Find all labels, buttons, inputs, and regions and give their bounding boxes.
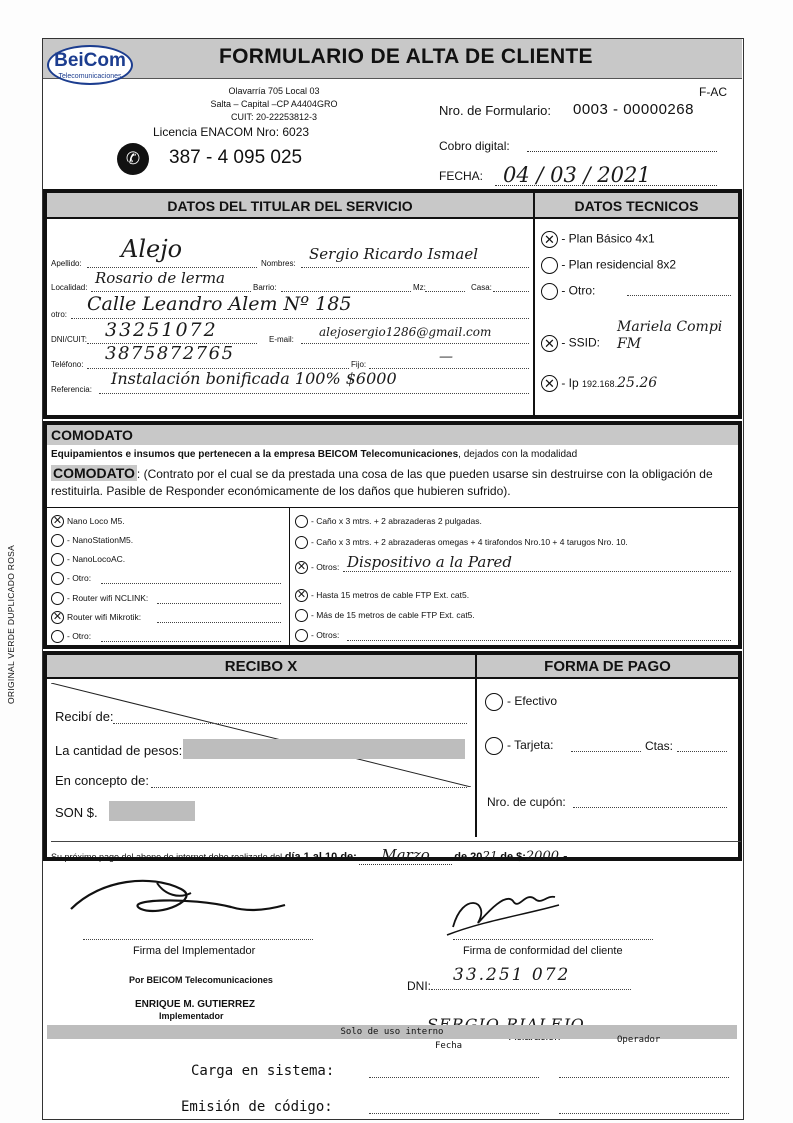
- next-payment-year-label: de 20: [454, 851, 483, 863]
- nombres-value[interactable]: Sergio Ricardo Ismael: [309, 245, 478, 263]
- efectivo-label: - Efectivo: [507, 694, 558, 709]
- cobro-digital-field[interactable]: [527, 151, 717, 152]
- section-divider: [533, 193, 535, 415]
- nombres-line: [301, 267, 529, 268]
- cupon-label: Nro. de cupón:: [487, 795, 566, 809]
- checked-circle-icon: ✕: [52, 515, 63, 527]
- plan-residencial-option[interactable]: [541, 257, 676, 274]
- otros-right-2-line: [347, 640, 731, 641]
- emision-operador-field[interactable]: [559, 1113, 729, 1114]
- titular-section: [43, 189, 742, 419]
- form-number-value: 0003 - 00000268: [573, 101, 694, 118]
- item-label: - Otro:: [67, 630, 92, 641]
- empty-circle-icon: [295, 609, 308, 622]
- recibi-field[interactable]: [113, 723, 467, 724]
- empty-circle-icon: [51, 572, 64, 585]
- fijo-value[interactable]: —: [439, 349, 453, 365]
- item-router-mikrotik[interactable]: [51, 611, 141, 624]
- item-cano-omegas[interactable]: [295, 536, 628, 549]
- ctas-label: Ctas:: [645, 739, 674, 753]
- concepto-label: En concepto de:: [55, 773, 149, 788]
- client-form: [42, 38, 744, 1120]
- ssid-option[interactable]: [541, 335, 600, 352]
- comodato-section: [43, 421, 742, 649]
- carga-operador-field[interactable]: [559, 1077, 729, 1078]
- next-payment-row: [51, 841, 741, 864]
- concepto-field[interactable]: [151, 787, 467, 788]
- item-nanostation-m5[interactable]: [51, 534, 133, 547]
- carga-fecha-field[interactable]: [369, 1077, 539, 1078]
- item-nanolocoac[interactable]: [51, 553, 125, 566]
- empty-circle-icon: [51, 630, 64, 643]
- item-cano-2-pulgadas[interactable]: [295, 515, 482, 528]
- ssid-label: - SSID:: [561, 335, 601, 350]
- empty-circle-icon: [51, 553, 64, 566]
- item-mas-15-metros[interactable]: [295, 609, 475, 622]
- empty-circle-icon: [295, 629, 308, 642]
- item-label: Router wifi Mikrotik:: [67, 611, 142, 622]
- client-signature: [443, 881, 563, 941]
- emision-fecha-field[interactable]: [369, 1113, 539, 1114]
- fijo-label: Fijo:: [351, 360, 367, 369]
- item-otro-left-1[interactable]: [51, 572, 91, 585]
- empty-circle-icon: [541, 283, 558, 300]
- referencia-value[interactable]: Instalación bonificada 100% $6000: [111, 369, 397, 388]
- next-payment-range: día 1 al 10 de:: [284, 851, 357, 863]
- empty-circle-icon: [541, 257, 558, 274]
- implementador-label: Firma del Implementador: [133, 945, 256, 957]
- cliente-dni-line: [431, 989, 631, 990]
- cuit: CUIT: 20-22253812-3: [230, 112, 318, 122]
- email-value[interactable]: alejosergio1286@gmail.com: [319, 325, 492, 339]
- next-payment-month[interactable]: Marzo: [359, 846, 451, 865]
- otro-value[interactable]: Calle Leandro Alem Nº 185: [87, 293, 352, 315]
- apellido-line: [87, 267, 257, 268]
- implementador-role: Implementador: [159, 1011, 224, 1021]
- fecha-label: FECHA:: [439, 169, 484, 183]
- comodato-title: COMODATO: [47, 425, 738, 445]
- son-field[interactable]: [109, 801, 195, 821]
- otro-label: otro:: [51, 310, 68, 319]
- dni-label: DNI/CUIT:: [51, 335, 87, 344]
- item-label: - Caño x 3 mtrs. + 2 abrazaderas omegas + 4 tirafondos Nro.10 + 4 tarugos Nro. 10.: [311, 536, 628, 547]
- plan-basico-label: - Plan Básico 4x1: [561, 231, 655, 246]
- cantidad-field[interactable]: [183, 739, 465, 759]
- emision-codigo-label: Emisión de código:: [181, 1099, 333, 1115]
- item-router-nclink[interactable]: [51, 592, 148, 605]
- item-label: - Otros:: [311, 629, 340, 640]
- internal-use-section: [43, 1025, 742, 1121]
- ip-label: - Ip: [561, 376, 579, 390]
- cliente-dni-value[interactable]: 33.251 072: [453, 965, 571, 985]
- referencia-line: [99, 393, 529, 394]
- router-mikrotik-line: [157, 622, 281, 623]
- checked-circle-icon: ✕: [296, 561, 307, 573]
- apellido-value[interactable]: Alejo: [121, 235, 183, 263]
- otros-right-1-line: [343, 571, 731, 572]
- implementador-signature: [61, 869, 291, 929]
- ip-option[interactable]: [541, 375, 657, 392]
- empty-circle-icon: [51, 592, 64, 605]
- tarjeta-option[interactable]: [485, 737, 553, 755]
- tarjeta-label: - Tarjeta:: [507, 738, 554, 753]
- beicom-logo: [47, 45, 133, 85]
- mz-line: [425, 291, 465, 292]
- email-label: E-mail:: [269, 335, 294, 344]
- logo-sub: Telecomunicaciones: [58, 73, 122, 80]
- dni-value[interactable]: 33251072: [105, 319, 218, 341]
- empty-circle-icon: [51, 534, 64, 547]
- checked-circle-icon: ✕: [296, 589, 307, 601]
- checked-circle-icon: ✕: [541, 335, 558, 352]
- internal-use-band: Solo de uso interno: [47, 1025, 737, 1039]
- router-nclink-line: [157, 603, 281, 604]
- comodato-intro-rest: , dejados con la modalidad: [458, 449, 578, 460]
- implementador-name: ENRIQUE M. GUTIERREZ: [135, 999, 256, 1010]
- next-payment-amount-label: de $:: [500, 851, 526, 863]
- otro-left-2-line: [101, 641, 281, 642]
- empty-circle-icon: [485, 693, 503, 711]
- comodato-def-text: : (Contrato por el cual se da prestada una cosa de las que pueden usarse sin destruirse con la obligación de restituirla. Pasible de Responder económicamente de los daños que hubieren sufrido).: [51, 467, 713, 498]
- next-payment-year[interactable]: 21: [482, 849, 498, 863]
- plan-residencial-label: - Plan residencial 8x2: [561, 257, 677, 272]
- tecnicos-title: DATOS TECNICOS: [535, 193, 738, 219]
- item-label: Nano Loco M5.: [67, 515, 125, 526]
- barrio-label: Barrio:: [253, 283, 277, 292]
- internal-operador-col: Operador: [617, 1035, 661, 1045]
- barrio-line: [281, 291, 411, 292]
- ip-value[interactable]: 25.26: [617, 375, 658, 391]
- comodato-intro: [51, 449, 577, 460]
- cantidad-label: La cantidad de pesos:: [55, 743, 183, 758]
- localidad-label: Localidad:: [51, 283, 88, 292]
- item-label: - Router wifi NCLINK:: [67, 592, 149, 603]
- comodato-separator: [47, 507, 738, 508]
- checked-circle-icon: ✕: [541, 375, 558, 392]
- item-otros-right-1[interactable]: [295, 561, 339, 574]
- recibo-title: RECIBO X: [47, 655, 477, 679]
- son-label: SON $.: [55, 805, 98, 820]
- empty-circle-icon: [295, 536, 308, 549]
- company-phone: 387 - 4 095 025: [169, 147, 303, 168]
- pago-title: FORMA DE PAGO: [477, 655, 738, 679]
- otros-value[interactable]: Dispositivo a la Pared: [347, 553, 512, 571]
- internal-fecha-col: Fecha: [435, 1041, 463, 1051]
- empty-circle-icon: [295, 515, 308, 528]
- tecnico-otro-line: [627, 295, 731, 296]
- item-label: - Más de 15 metros de cable FTP Ext. cat5.: [311, 609, 475, 620]
- item-label: - Otros:: [311, 561, 340, 572]
- next-payment-prefix: Su próximo pago del abono de internet debe realizarlo del: [51, 852, 283, 862]
- checked-circle-icon: ✕: [52, 611, 63, 623]
- ctas-field[interactable]: [677, 751, 727, 752]
- ssid-value[interactable]: Mariela Compi FM: [617, 319, 723, 352]
- nombres-label: Nombres:: [261, 259, 296, 268]
- item-hasta-15-metros[interactable]: [295, 589, 469, 602]
- apellido-label: Apellido:: [51, 259, 82, 268]
- comodato-def-label: COMODATO: [53, 465, 135, 481]
- recibo-section: [43, 651, 742, 864]
- item-label: - NanoLocoAC.: [67, 553, 126, 564]
- localidad-value[interactable]: Rosario de lerma: [95, 269, 225, 287]
- empty-circle-icon: [485, 737, 503, 755]
- void-diagonal-line: [51, 683, 471, 787]
- por-beicom: Por BEICOM Telecomunicaciones: [129, 975, 273, 985]
- logo-name: BeiCom: [54, 50, 126, 71]
- comodato-intro-bold: Equipamientos e insumos que pertenecen a la empresa BEICOM Telecomunicaciones: [51, 449, 459, 460]
- form-code: F-AC: [699, 85, 727, 99]
- ip-prefix: 192.168.: [582, 379, 618, 389]
- form-title: FORMULARIO DE ALTA DE CLIENTE: [219, 45, 593, 68]
- implementador-signature-line: [83, 939, 313, 940]
- email-line: [301, 343, 529, 344]
- whatsapp-icon: ✆: [117, 143, 149, 175]
- recibo-divider: [475, 655, 477, 837]
- next-payment-amount[interactable]: 2000 -: [525, 849, 568, 864]
- signatures-area: [43, 865, 742, 1045]
- copy-color-note: ORIGINAL VERDE DUPLICADO ROSA: [6, 544, 16, 704]
- item-label: - Caño x 3 mtrs. + 2 abrazaderas 2 pulgadas.: [311, 515, 482, 526]
- form-number-label: Nro. de Formulario:: [439, 103, 551, 118]
- comodato-column-divider: [289, 507, 290, 645]
- item-label: - Otro:: [67, 572, 92, 583]
- item-nano-loco-m5[interactable]: [51, 515, 125, 528]
- cupon-field[interactable]: [573, 807, 727, 808]
- item-otros-right-2[interactable]: [295, 629, 339, 642]
- recibi-label: Recibí de:: [55, 709, 114, 724]
- item-label: - NanoStationM5.: [67, 534, 134, 545]
- cliente-dni-label: DNI:: [407, 979, 431, 993]
- cobro-digital-label: Cobro digital:: [439, 139, 510, 153]
- item-label: - Hasta 15 metros de cable FTP Ext. cat5.: [311, 589, 470, 600]
- fecha-underline: [495, 185, 717, 186]
- otro-left-1-line: [101, 583, 281, 584]
- company-address: [179, 85, 369, 124]
- item-otro-left-2[interactable]: [51, 630, 91, 643]
- cliente-label: Firma de conformidad del cliente: [463, 945, 623, 957]
- license: Licencia ENACOM Nro: 6023: [153, 125, 310, 139]
- plan-basico-option[interactable]: [541, 231, 655, 248]
- titular-title: DATOS DEL TITULAR DEL SERVICIO: [47, 193, 535, 219]
- localidad-line: [91, 291, 251, 292]
- tecnico-otro-option[interactable]: [541, 283, 595, 300]
- casa-line: [493, 291, 529, 292]
- address-line2: Salta – Capital –CP A4404GRO: [210, 99, 338, 109]
- address-line1: Olavarría 705 Local 03: [228, 86, 320, 96]
- tecnico-otro-label: - Otro:: [561, 283, 596, 298]
- referencia-label: Referencia:: [51, 385, 92, 394]
- casa-label: Casa:: [471, 283, 492, 292]
- client-signature-line: [453, 939, 653, 940]
- telefono-value[interactable]: 3875872765: [105, 343, 235, 364]
- telefono-label: Teléfono:: [51, 360, 84, 369]
- efectivo-option[interactable]: [485, 693, 557, 711]
- comodato-definition: [51, 465, 731, 500]
- tarjeta-field[interactable]: [571, 751, 641, 752]
- mz-label: Mz:: [413, 283, 426, 292]
- carga-sistema-label: Carga en sistema:: [191, 1063, 335, 1079]
- fecha-value[interactable]: 04 / 03 / 2021: [503, 163, 651, 187]
- checked-circle-icon: ✕: [541, 231, 558, 248]
